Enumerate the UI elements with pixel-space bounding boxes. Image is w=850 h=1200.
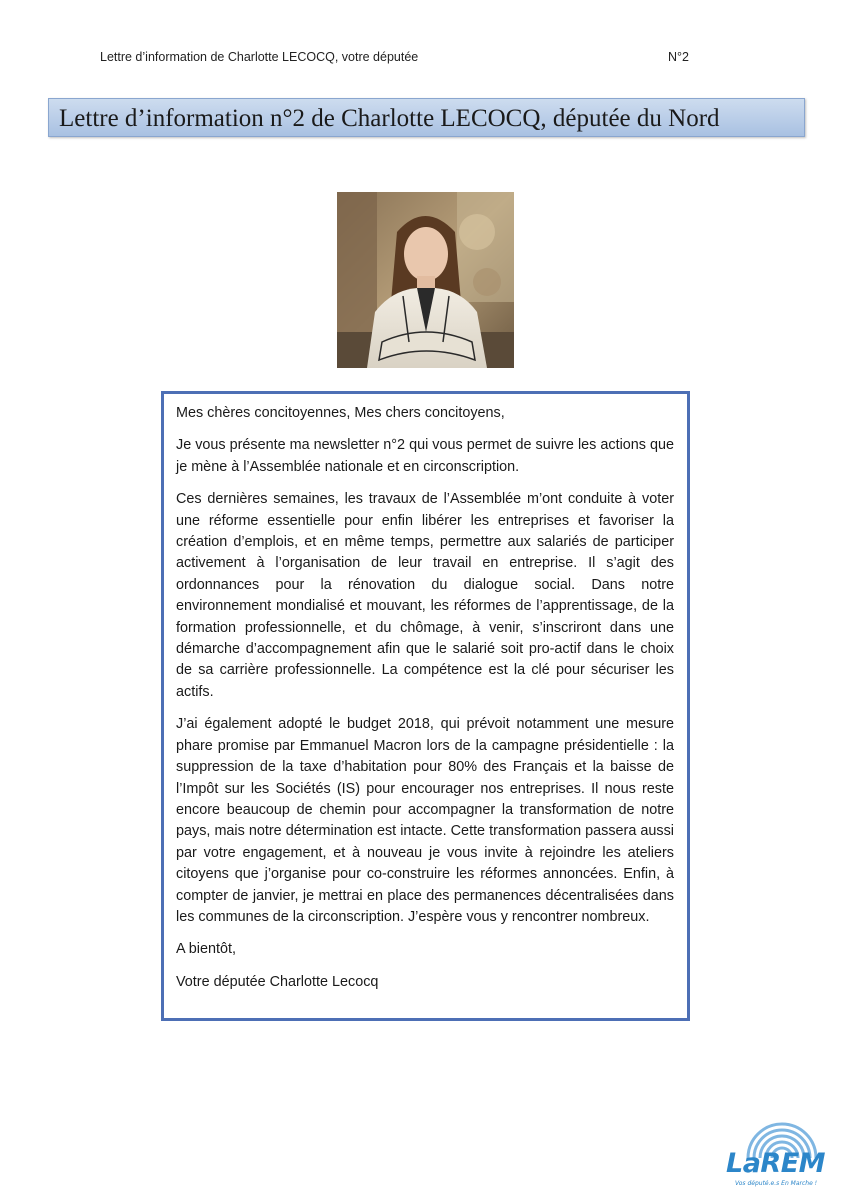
larem-logo-tagline: Vos député.e.s En Marche ! [735,1180,818,1187]
portrait-illustration [337,192,514,368]
letter-salutation: Mes chères concitoyennes, Mes chers concitoyens, [176,405,505,421]
letter-paragraph-reforms: Ces dernières semaines, les travaux de l’Assemblée m’ont conduite à voter une réforme essentielle pour enfin libérer les entreprises et favoriser la création d’emplois, et en même temps, permettre aux salariés de participer activement à l’organisation de leur travail en entreprise. Il s’agit des ordonnances pour la rénovation du dialogue social. Dans notre environnement mondialisé et mouvant, les réformes de l’apprentissage, de la formation professionnelle, et du chômage, à venir, s’inscriront dans une démarche d’accompagnement afin que le salarié soit pro-actif dans le choix de sa carrière professionnelle. La compétence est la clé pour sécuriser les actifs. [176,491,674,700]
letter-paragraph-budget: J’ai également adopté le budget 2018, qui prévoit notamment une mesure phare promise par Emmanuel Macron lors de la campagne présidentielle : la suppression de la taxe d’habitation pour 80% des Français et la baisse de l’Impôt sur les Sociétés (IS) pour encourager nos entreprises. Il nous reste encore beaucoup de chemin pour accompagner la transformation de notre pays, mais notre détermination est intacte. Cette transformation passera aussi par votre engagement, et à nouveau je vous invite à rejoindre les ateliers citoyens que j’organise pour co-construire les réformes annoncées. Enfin, à compter de janvier, je mettrai en place des permanences décentralisées dans les communes de la circonscription. J’espère vous y rencontrer nombreux. [176,716,674,925]
running-header-issue-number: N°2 [668,50,689,64]
letter-closing: A bientôt, [176,941,237,958]
letter-signature: Votre députée Charlotte Lecocq [176,973,379,990]
larem-logo-wordmark: LaREM [726,1148,826,1179]
letter-paragraph-intro: Je vous présente ma newsletter n°2 qui vous permet de suivre les actions que je mène à l’Assemblée nationale et en circonscription. [176,437,674,475]
portrait-photo [337,192,514,368]
letter-box [161,391,690,1021]
running-header-title: Lettre d’information de Charlotte LECOCQ, votre députée [100,50,419,64]
title-banner [48,98,805,137]
page-title: Lettre d’information n°2 de Charlotte LECOCQ, députée du Nord [59,105,720,132]
